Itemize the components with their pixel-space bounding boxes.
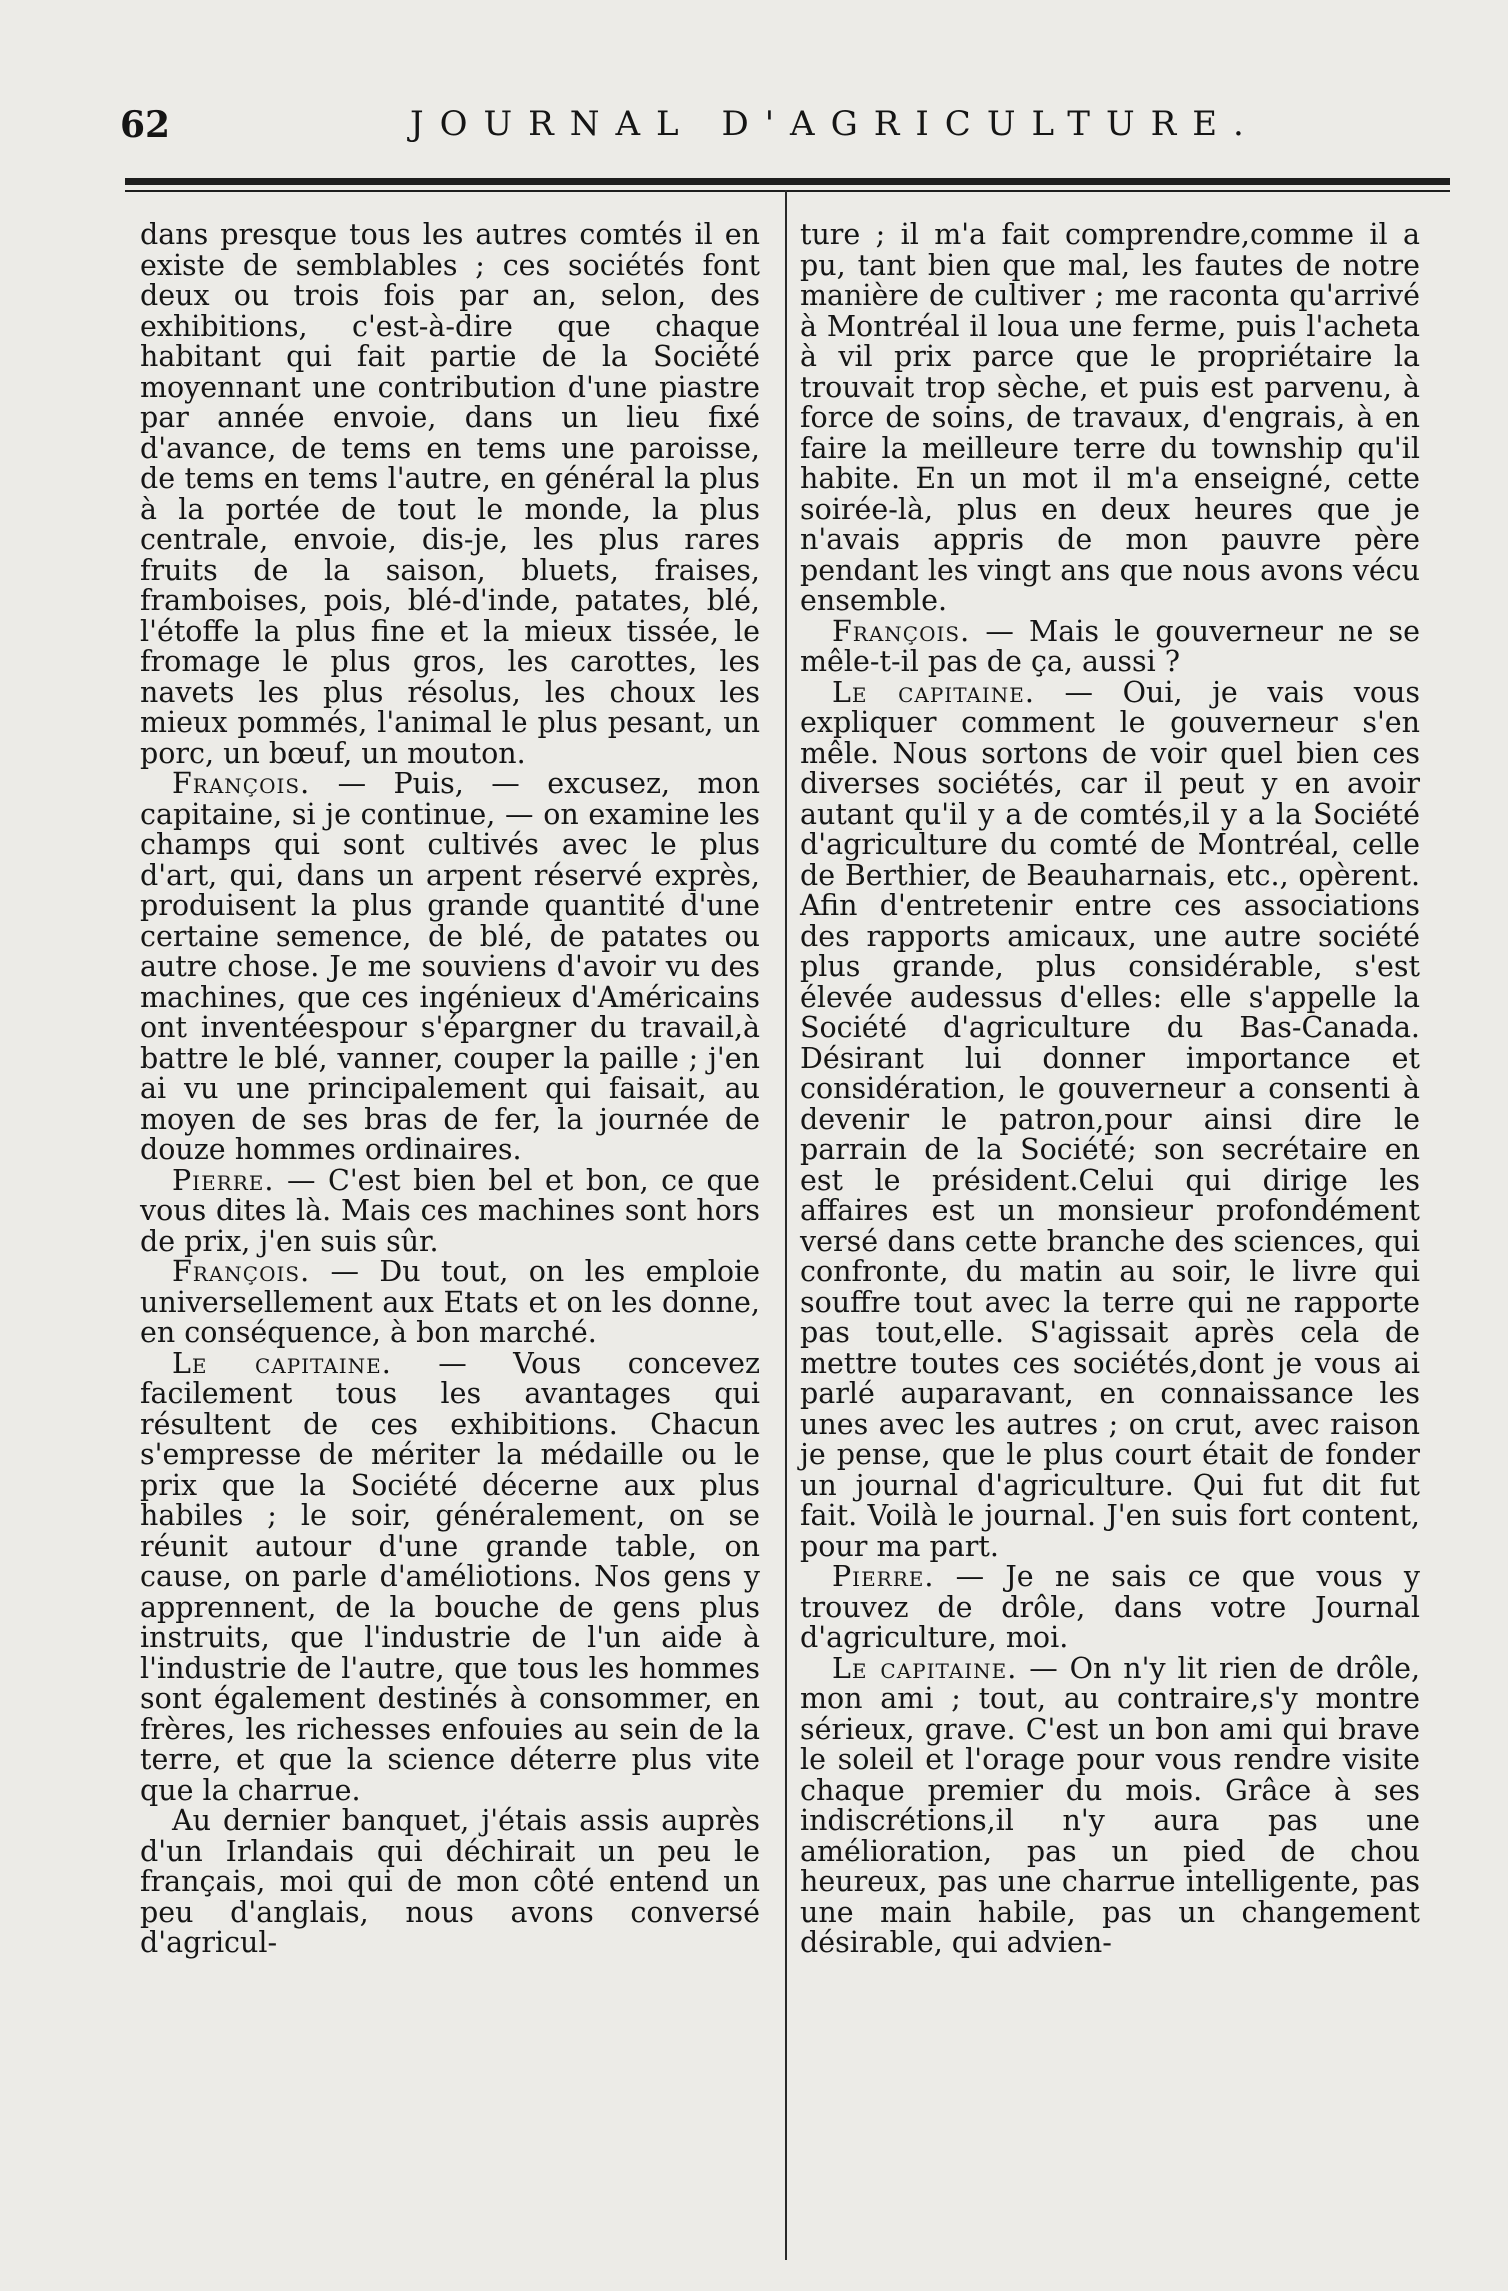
dialogue-paragraph: Le capitaine. — Oui, je vais vous expliquer comment le gouverneur s'en mêle. Nous sortons de voir quel bien ces diverses sociétés, car il peut y en avoir autant qu'il y a de comtés,il y a la Société d'agriculture du comté de Montréal, celle de Berthier, de Beauharnais, etc., opèrent. Afin d'entretenir entre ces associations des rapports amicaux, une autre société plus grande, plus considérable, s'est élevée audessus d'elles: elle s'appelle la Société d'agriculture du Bas-Canada. Désirant lui donner importance et considération, le gouverneur a consenti à devenir le patron,pour ainsi dire le parrain de la Société; son secrétaire en est le président.Celui qui dirige les affaires est un monsieur profondément versé dans cette branche des sciences, qui confronte, du matin au soir, le livre qui souffre tout avec la terre qui ne rapporte pas tout,elle. S'agissait après cela de mettre toutes ces sociétés,dont je vous ai parlé auparavant, en connaissance les unes avec les autres ; on crut, avec raison je pense, que le plus court était de fonder un journal d'agriculture. Qui fut dit fut fait. Voilà le journal. J'en suis fort content, pour ma part. — [800, 675, 1420, 1563]
paragraph: Au dernier banquet, j'étais assis auprès d'un Irlandais qui déchirait un peu le français, moi qui de mon côté entend un peu d'anglais, nous avons conversé d'agricul- — [140, 1804, 760, 1959]
speaker-label: François. — [172, 1255, 311, 1288]
speaker-label: Le capitaine. — [832, 1651, 1018, 1685]
running-title: JOURNAL D'AGRICULTURE. — [410, 104, 1260, 144]
speaker-label: Pierre. — [172, 1163, 275, 1197]
dialogue-paragraph: François. — Puis, — excusez, mon capitaine, si je continue, — on examine les champs qui sont cultivés avec le plus d'art, qui, dans un arpent réservé exprès, produisent la plus grande quantité d'une certaine semence, de blé, de patates ou autre chose. Je me souviens d'avoir vu des machines, que ces ingénieux d'Américains ont inventéespour s'épargner du travail,à battre le blé, vanner, couper la paille ; j'en ai vu une principalement qui faisait, au moyen de ses bras de fer, la journée de douze hommes ordinaires. — [140, 767, 760, 1166]
speaker-label: François. — [172, 767, 311, 800]
left-column — [140, 220, 760, 1959]
speaker-label: Pierre. — [832, 1560, 935, 1593]
paragraph: dans presque tous les autres comtés il en existe de semblables ; ces sociétés font deux ou trois fois par an, selon, des exhibitions, c'est-à-dire que chaque habitant qui fait partie de la Société moyennant une contribution d'une piastre par année envoie, dans un lieu fixé d'avance, de tems en tems une paroisse, de tems en tems l'autre, en général la plus à la portée de tout le monde, la plus centrale, envoie, dis-je, les plus rares fruits de la saison, bluets, fraises, framboises, pois, blé-d'inde, patates, blé, l'étoffe la plus fine et la mieux tissée, le fromage le plus gros, les carottes, les navets les plus résolus, les choux les mieux pommés, l'animal le plus pesant, un porc, un bœuf, un mouton. — [140, 218, 760, 770]
speaker-label: François. — [832, 614, 971, 648]
dialogue-paragraph: François. — Mais le gouverneur ne se mêle-t-il pas de ça, aussi ? — [800, 614, 1420, 678]
speaker-label: Le capitaine. — [832, 675, 1035, 709]
dialogue-paragraph: François. — Du tout, on les emploie universellement aux Etats et on les donne, en conséquence, à bon marché. — [140, 1255, 760, 1349]
dialogue-paragraph: Pierre. — Je ne sais ce que vous y trouvez de drôle, dans votre Journal d'agriculture, moi. — [800, 1560, 1420, 1654]
paragraph: ture ; il m'a fait comprendre,comme il a pu, tant bien que mal, les fautes de notre manière de cultiver ; me raconta qu'arrivé à Montréal il loua une ferme, puis l'acheta à vil prix parce que le propriétaire la trouvait trop sèche, et puis est parvenu, à force de soins, de travaux, d'engrais, à en faire la meilleure terre du township qu'il habite. En un mot il m'a enseigné, cette soirée-là, plus en deux heures que je n'avais appris de mon pauvre père pendant les vingt ans que nous avons vécu ensemble. — [800, 218, 1420, 617]
page-number: 62 — [120, 104, 171, 146]
speaker-label: Le capitaine. — [172, 1346, 392, 1380]
right-column — [800, 220, 1420, 1959]
dialogue-paragraph: Le capitaine. — On n'y lit rien de drôle, mon ami ; tout, au contraire,s'y montre sérieux, grave. C'est un bon ami qui brave le soleil et l'orage pour vous rendre visite chaque premier du mois. Grâce à ses indiscrétions,il n'y aura pas une amélioration, pas un pied de chou heureux, pas une charrue intelligente, pas une main habile, pas un changement désirable, qui advien- — [800, 1651, 1421, 1959]
header-rule-thin — [125, 190, 1450, 192]
dialogue-paragraph: Le capitaine. — Vous concevez facilement tous les avantages qui résultent de ces exhibitions. Chacun s'empresse de mériter la médaille ou le prix que la Société décerne aux plus habiles ; le soir, généralement, on se réunit autour d'une grande table, on cause, on parle d'améliotions. Nos gens y apprennent, de la bouche de gens plus instruits, que l'industrie de l'un aide à l'industrie de l'autre, que tous les hommes sont également destinés à consommer, en frères, les richesses enfouies au sein de la terre, et que la science déterre plus vite que la charrue. — [140, 1346, 760, 1807]
column-divider — [785, 190, 787, 2260]
header-rule-thick — [125, 178, 1450, 185]
dialogue-paragraph: Pierre. — C'est bien bel et bon, ce que vous dites là. Mais ces machines sont hors de prix, j'en suis sûr. — [140, 1163, 760, 1258]
